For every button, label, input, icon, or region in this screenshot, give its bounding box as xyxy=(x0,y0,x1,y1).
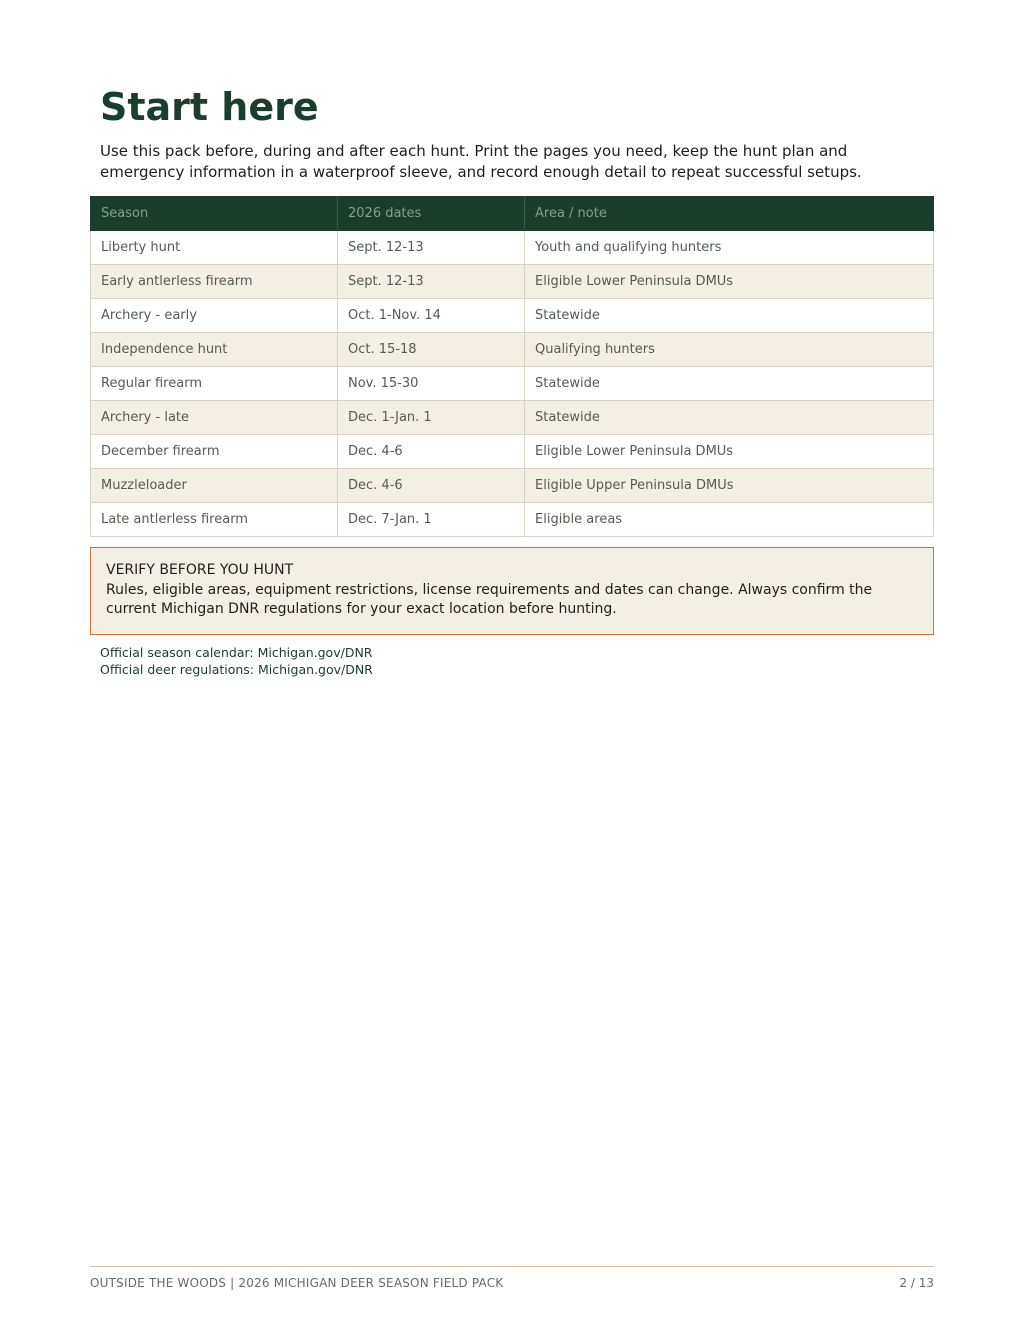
area-cell: Eligible areas xyxy=(525,503,934,537)
verify-callout xyxy=(90,547,934,635)
table-row xyxy=(91,503,934,537)
season-cell: Liberty hunt xyxy=(91,231,338,265)
table-header-row xyxy=(91,197,934,231)
table-row xyxy=(91,299,934,333)
table-row xyxy=(91,469,934,503)
dates-cell: Dec. 4-6 xyxy=(338,469,525,503)
column-header-area: Area / note xyxy=(525,197,934,231)
dates-cell: Dec. 7-Jan. 1 xyxy=(338,503,525,537)
page-number: 2 / 13 xyxy=(899,1276,934,1290)
area-cell: Eligible Upper Peninsula DMUs xyxy=(525,469,934,503)
column-header-dates: 2026 dates xyxy=(338,197,525,231)
season-calendar-link[interactable]: Official season calendar: Michigan.gov/DNR xyxy=(100,645,373,660)
area-cell: Youth and qualifying hunters xyxy=(525,231,934,265)
table-row xyxy=(91,265,934,299)
table-row xyxy=(91,231,934,265)
callout-heading: VERIFY BEFORE YOU HUNT xyxy=(106,562,294,578)
table-row xyxy=(91,367,934,401)
area-cell: Eligible Lower Peninsula DMUs xyxy=(525,265,934,299)
intro-paragraph: Use this pack before, during and after each hunt. Print the pages you need, keep the hunt plan and emergency information in a waterproof sleeve, and record enough detail to repeat successful setups. xyxy=(100,142,862,181)
footer-title: OUTSIDE THE WOODS | 2026 MICHIGAN DEER SEASON FIELD PACK xyxy=(90,1276,504,1290)
callout-body: Rules, eligible areas, equipment restrictions, license requirements and dates can change. Always confirm the current Michigan DNR regulations for your exact location before hunting. xyxy=(106,581,873,617)
column-header-season: Season xyxy=(91,197,338,231)
area-cell: Statewide xyxy=(525,299,934,333)
official-links xyxy=(100,644,373,678)
area-cell: Statewide xyxy=(525,367,934,401)
dates-cell: Oct. 1-Nov. 14 xyxy=(338,299,525,333)
dates-cell: Oct. 15-18 xyxy=(338,333,525,367)
season-cell: Early antlerless firearm xyxy=(91,265,338,299)
table-row xyxy=(91,333,934,367)
season-dates-table xyxy=(90,196,934,537)
season-cell: December firearm xyxy=(91,435,338,469)
dates-cell: Sept. 12-13 xyxy=(338,265,525,299)
footer-divider xyxy=(90,1266,934,1267)
dates-cell: Nov. 15-30 xyxy=(338,367,525,401)
season-cell: Regular firearm xyxy=(91,367,338,401)
dates-cell: Sept. 12-13 xyxy=(338,231,525,265)
season-cell: Archery - early xyxy=(91,299,338,333)
area-cell: Qualifying hunters xyxy=(525,333,934,367)
table-row xyxy=(91,401,934,435)
season-cell: Muzzleloader xyxy=(91,469,338,503)
season-cell: Late antlerless firearm xyxy=(91,503,338,537)
season-cell: Archery - late xyxy=(91,401,338,435)
deer-regulations-link[interactable]: Official deer regulations: Michigan.gov/DNR xyxy=(100,662,373,677)
dates-cell: Dec. 1-Jan. 1 xyxy=(338,401,525,435)
area-cell: Eligible Lower Peninsula DMUs xyxy=(525,435,934,469)
area-cell: Statewide xyxy=(525,401,934,435)
season-cell: Independence hunt xyxy=(91,333,338,367)
page-title: Start here xyxy=(100,85,319,129)
dates-cell: Dec. 4-6 xyxy=(338,435,525,469)
table-row xyxy=(91,435,934,469)
